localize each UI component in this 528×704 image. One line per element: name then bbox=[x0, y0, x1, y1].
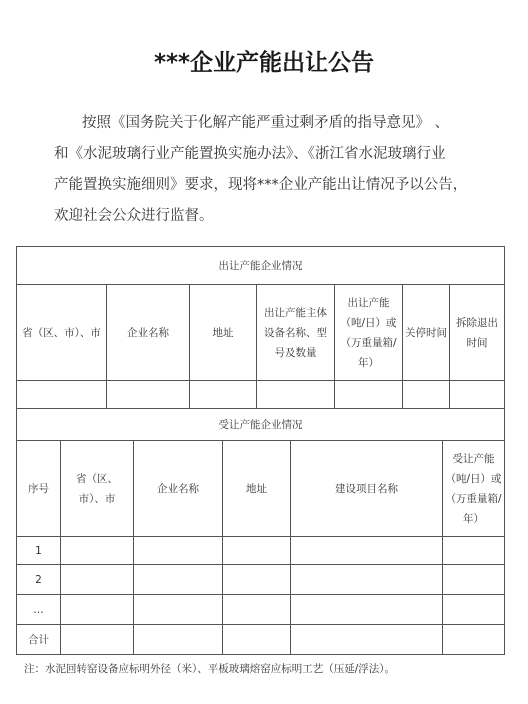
empty-cell bbox=[291, 537, 443, 565]
empty-cell bbox=[291, 595, 443, 625]
empty-cell bbox=[134, 625, 223, 655]
header-project-name: 建设项目名称 bbox=[291, 441, 443, 537]
empty-cell bbox=[443, 565, 505, 595]
header-address: 地址 bbox=[190, 285, 257, 381]
header-region: 省（区、市）、市 bbox=[61, 441, 134, 537]
intro-line-4: 欢迎社会公众进行监督。 bbox=[54, 208, 214, 224]
header-region: 省（区、市）、市 bbox=[17, 285, 107, 381]
empty-cell bbox=[443, 537, 505, 565]
doc-title: ***企业产能出让公告 bbox=[153, 50, 375, 76]
header-company-name: 企业名称 bbox=[134, 441, 223, 537]
empty-cell bbox=[257, 381, 335, 409]
empty-cell bbox=[134, 595, 223, 625]
transfer-out-section-title: 出让产能企业情况 bbox=[17, 247, 505, 285]
transfer-in-table bbox=[16, 408, 505, 655]
header-received-capacity: 受让产能（吨/日）或（万重量箱/年） bbox=[443, 441, 505, 537]
empty-cell bbox=[61, 537, 134, 565]
empty-cell bbox=[61, 565, 134, 595]
empty-cell bbox=[403, 381, 450, 409]
header-equipment: 出让产能主体设备名称、型号及数量 bbox=[257, 285, 335, 381]
empty-cell bbox=[61, 625, 134, 655]
empty-cell bbox=[223, 625, 291, 655]
intro-line-3: 产能置换实施细则》要求，现将***企业产能出让情况予以公告， bbox=[54, 177, 468, 193]
intro-line-1: 按照《国务院关于化解产能严重过剩矛盾的指导意见》 、 bbox=[82, 115, 450, 131]
empty-cell bbox=[223, 537, 291, 565]
empty-cell bbox=[443, 595, 505, 625]
empty-cell bbox=[134, 565, 223, 595]
row-label: 2 bbox=[17, 565, 61, 595]
empty-cell bbox=[223, 595, 291, 625]
empty-cell bbox=[291, 625, 443, 655]
empty-cell bbox=[450, 381, 505, 409]
header-dismantle-time: 拆除退出时间 bbox=[450, 285, 505, 381]
footnote: 注：水泥回转窑设备应标明外径（米）、平板玻璃熔窑应标明工艺（压延/浮法）。 bbox=[24, 663, 396, 675]
empty-cell bbox=[61, 595, 134, 625]
empty-cell bbox=[134, 537, 223, 565]
empty-cell bbox=[291, 565, 443, 595]
empty-cell bbox=[223, 565, 291, 595]
header-company-name: 企业名称 bbox=[107, 285, 190, 381]
header-address: 地址 bbox=[223, 441, 291, 537]
empty-cell bbox=[190, 381, 257, 409]
row-label: … bbox=[17, 595, 61, 625]
header-shutdown-time: 关停时间 bbox=[403, 285, 450, 381]
header-transfer-capacity: 出让产能（吨/日）或（万重量箱/年） bbox=[335, 285, 403, 381]
intro-line-2: 和《水泥玻璃行业产能置换实施办法》、《浙江省水泥玻璃行业 bbox=[54, 146, 446, 162]
row-label: 合计 bbox=[17, 625, 61, 655]
row-label: 1 bbox=[17, 537, 61, 565]
intro-paragraph bbox=[54, 108, 504, 232]
empty-cell bbox=[443, 625, 505, 655]
empty-cell bbox=[107, 381, 190, 409]
empty-cell bbox=[17, 381, 107, 409]
transfer-out-table bbox=[16, 246, 505, 409]
empty-cell bbox=[335, 381, 403, 409]
transfer-in-section-title: 受让产能企业情况 bbox=[17, 409, 505, 441]
header-serial-number: 序号 bbox=[17, 441, 61, 537]
